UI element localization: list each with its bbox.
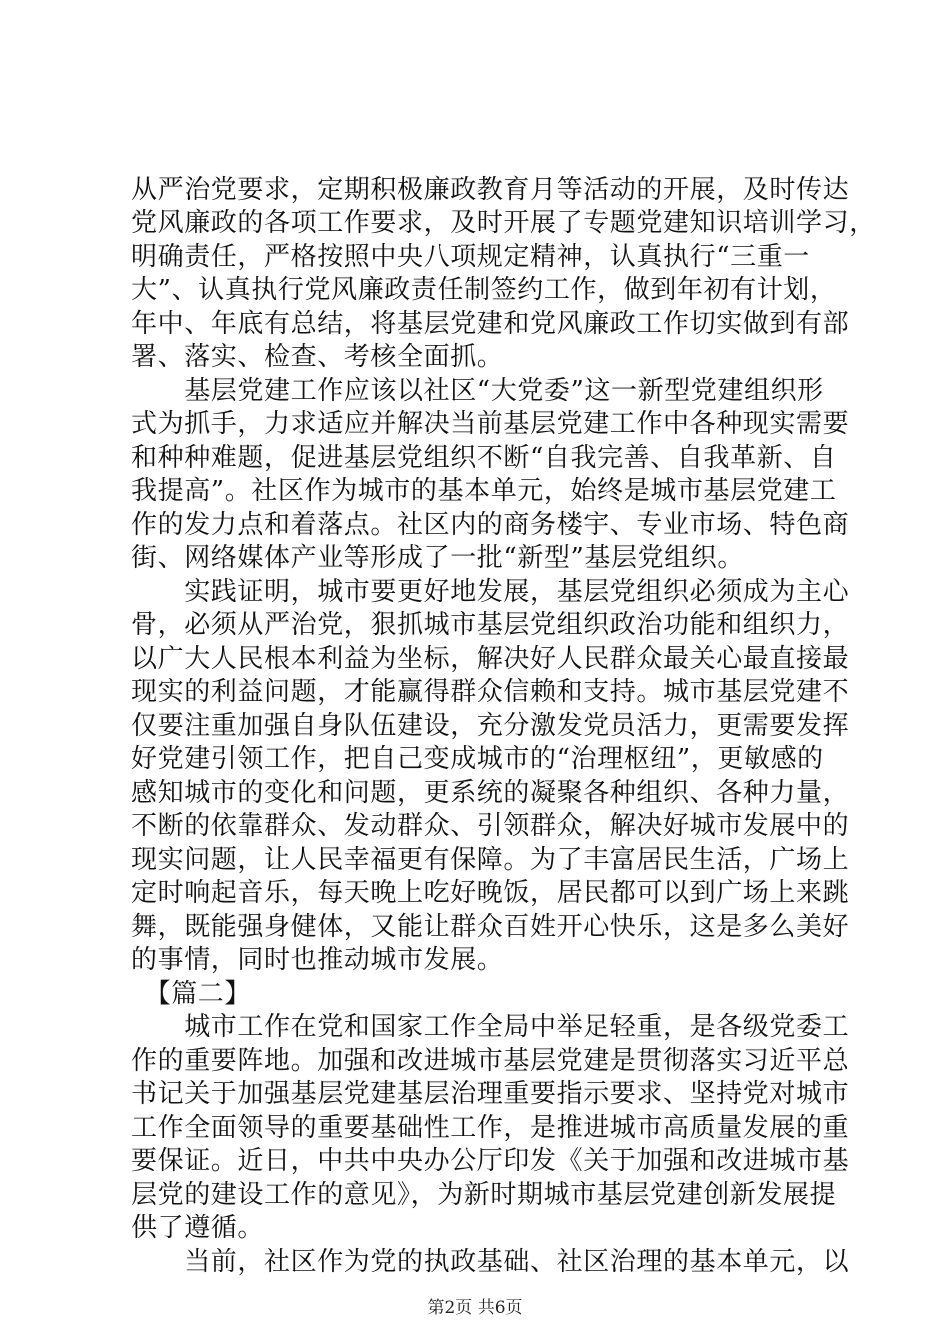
text-line: 定时响起音乐，每天晚上吃好晚饭，居民都可以到广场上来跳 — [131, 878, 850, 908]
text-line: 和种种难题，促进基层党组织不断“自我完善、自我革新、自 — [131, 443, 837, 473]
text-line: 感知城市的变化和问题，更系统的凝聚各种组织、各种力量， — [131, 778, 850, 808]
text-line: 的事情，同时也推动城市发展。 — [131, 945, 504, 975]
text-line: 明确责任，严格按照中央八项规定精神，认真执行“三重一 — [131, 242, 810, 272]
text-line: 骨，必须从严治党，狠抓城市基层党组织政治功能和组织力， — [131, 610, 850, 640]
text-line: 舞，既能强身健体，又能让群众百姓开心快乐，这是多么美好 — [131, 912, 850, 942]
text-line: 工作全面领导的重要基础性工作，是推进城市高质量发展的重 — [131, 1113, 850, 1143]
text-line: 供了遵循。 — [131, 1213, 265, 1243]
text-line: 以广大人民根本利益为坐标，解决好人民群众最关心最直接最 — [131, 644, 850, 674]
text-line: 街、网络媒体产业等形成了一批“新型”基层党组织。 — [131, 543, 744, 573]
text-line: 党风廉政的各项工作要求，及时开展了专题党建知识培训学习， — [131, 208, 876, 238]
text-line: 作的重要阵地。加强和改进城市基层党建是贯彻落实习近平总 — [131, 1046, 850, 1076]
text-line: 作的发力点和着落点。社区内的商务楼宇、专业市场、特色商 — [131, 510, 850, 540]
text-line: 我提高”。社区作为城市的基本单元，始终是城市基层党建工 — [131, 476, 837, 506]
text-line: 当前，社区作为党的执政基础、社区治理的基本单元，以 — [131, 1247, 850, 1277]
text-line: 现实的利益问题，才能赢得群众信赖和支持。城市基层党建不 — [131, 677, 850, 707]
text-line: 式为抓手，力求适应并解决当前基层党建工作中各种现实需要 — [131, 409, 850, 439]
text-line: 书记关于加强基层党建基层治理重要指示要求、坚持党对城市 — [131, 1079, 850, 1109]
text-line: 现实问题，让人民幸福更有保障。为了丰富居民生活，广场上 — [131, 845, 850, 875]
text-line: 仅要注重加强自身队伍建设，充分激发党员活力，更需要发挥 — [131, 711, 850, 741]
text-line: 实践证明，城市要更好地发展，基层党组织必须成为主心 — [131, 577, 850, 607]
text-line: 大”、认真执行党风廉政责任制签约工作，做到年初有计划， — [131, 275, 837, 305]
text-line: 层党的建设工作的意见》，为新时期城市基层党建创新发展提 — [131, 1180, 837, 1210]
text-line: 要保证。近日，中共中央办公厅印发《关于加强和改进城市基 — [131, 1146, 850, 1176]
section-heading: 【篇二】 — [131, 979, 252, 1009]
page-footer: 第2页 共6页 — [427, 1298, 523, 1318]
text-line: 好党建引领工作，把自己变成城市的“治理枢纽”，更敏感的 — [131, 744, 824, 774]
text-line: 从严治党要求，定期积极廉政教育月等活动的开展，及时传达 — [131, 175, 850, 205]
text-line: 年中、年底有总结，将基层党建和党风廉政工作切实做到有部 — [131, 309, 850, 339]
text-line: 城市工作在党和国家工作全局中举足轻重，是各级党委工 — [131, 1012, 850, 1042]
text-line: 署、落实、检查、考核全面抓。 — [131, 342, 504, 372]
text-line: 基层党建工作应该以社区“大党委”这一新型党建组织形 — [131, 376, 824, 406]
text-line: 不断的依靠群众、发动群众、引领群众，解决好城市发展中的 — [131, 811, 850, 841]
